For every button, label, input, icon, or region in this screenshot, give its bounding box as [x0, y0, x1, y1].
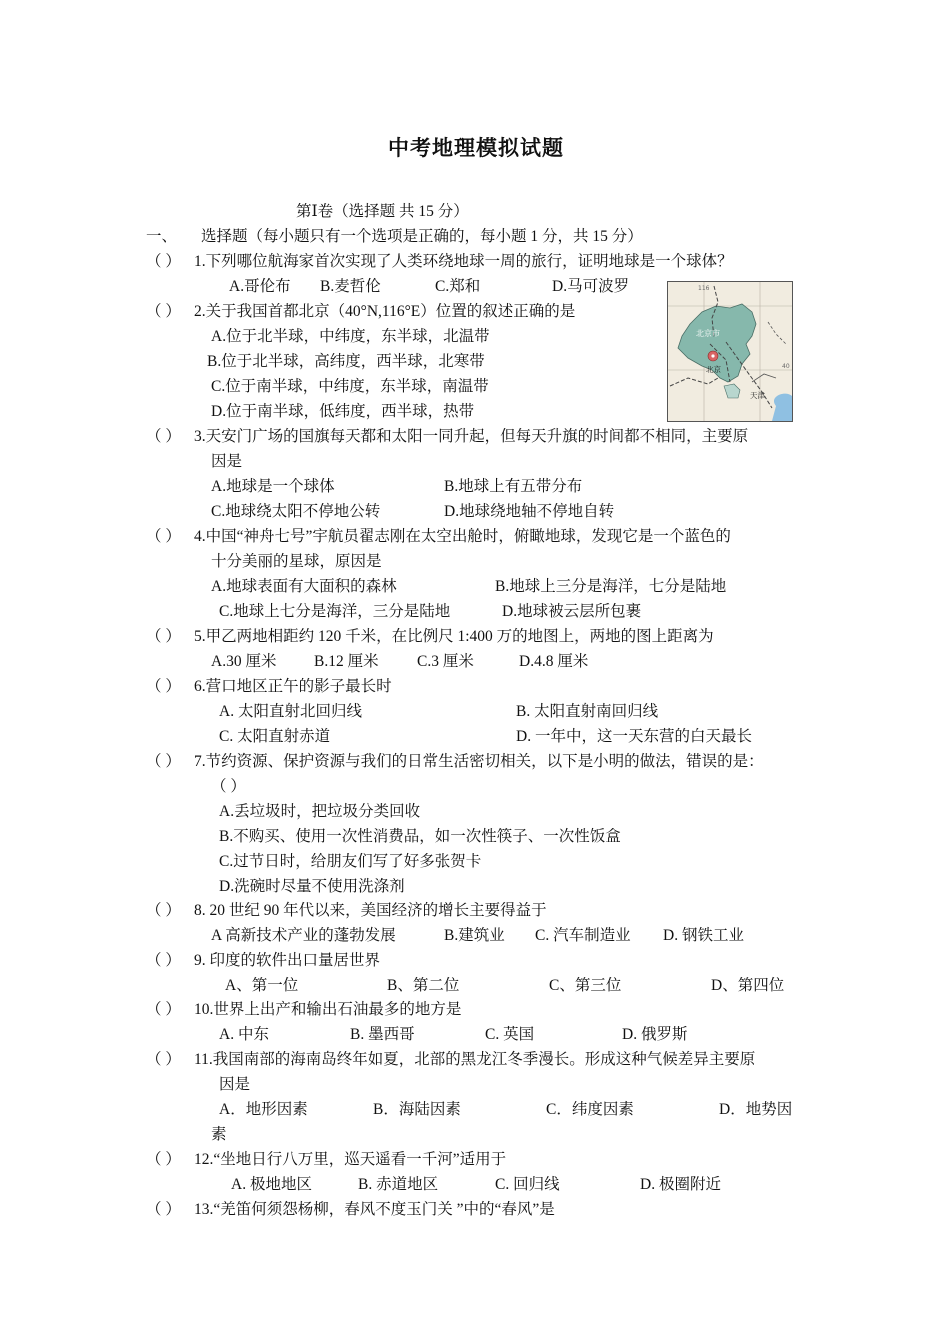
- question-9-option-b: B、第二位: [387, 977, 460, 994]
- question-11-option-a: A．地形因素: [219, 1101, 308, 1118]
- question-8-option-d: D. 钢铁工业: [663, 927, 744, 944]
- question-11-option-d: D．地势因: [719, 1101, 793, 1118]
- question-4-option-d: D.地球被云层所包裹: [502, 603, 642, 620]
- question-3-stem-continued: 因是: [211, 453, 243, 470]
- question-1-option-c: C.郑和: [435, 278, 481, 295]
- question-13-stem: 13.“羌笛何须怨杨柳，春风不度玉门关 ”中的“春风”是: [194, 1201, 555, 1218]
- question-7-option-c: C.过节日时，给朋友们写了好多张贺卡: [219, 853, 482, 870]
- map-tick-40: 40: [782, 363, 790, 370]
- question-12-stem: 12.“坐地日行八万里，巡天遥看一千河”适用于: [194, 1151, 507, 1168]
- answer-bracket: （ ）: [146, 1001, 181, 1018]
- answer-bracket: （ ）: [146, 902, 181, 919]
- part-instructions: 选择题（每小题只有一个选项是正确的，每小题 1 分，共 15 分）: [201, 228, 643, 245]
- question-4-stem-continued: 十分美丽的星球，原因是: [211, 553, 382, 570]
- question-4-stem: 4.中国“神舟七号”宇航员翟志刚在太空出舱时，俯瞰地球，发现它是一个蓝色的: [194, 528, 731, 545]
- page-title: 中考地理模拟试题: [388, 136, 564, 160]
- section-heading: 第Ⅰ卷（选择题 共 15 分）: [296, 203, 469, 220]
- question-1-stem: 1.下列哪位航海家首次实现了人类环绕地球一周的旅行，证明地球是一个球体？: [194, 253, 733, 270]
- question-3-stem: 3.天安门广场的国旗每天都和太阳一同升起，但每天升旗的时间都不相同，主要原: [194, 428, 749, 445]
- question-11-stem-continued: 因是: [219, 1076, 251, 1093]
- map-label-center: 北京: [706, 365, 721, 374]
- question-4-option-a: A.地球表面有大面积的森林: [211, 578, 397, 595]
- answer-bracket: （ ）: [146, 678, 181, 695]
- question-1-option-a: A.哥伦布: [229, 278, 291, 295]
- question-7-stem-continued: （ ）: [211, 778, 246, 795]
- question-8-stem: 8. 20 世纪 90 年代以来，美国经济的增长主要得益于: [194, 902, 547, 919]
- question-11-option-b: B．海陆因素: [373, 1101, 461, 1118]
- question-8-option-c: C. 汽车制造业: [535, 927, 631, 944]
- answer-bracket: （ ）: [146, 753, 181, 770]
- question-8-option-a: A 高新技术产业的蓬勃发展: [211, 927, 396, 944]
- question-3-option-b: B.地球上有五带分布: [444, 478, 583, 495]
- question-12-option-d: D. 极圈附近: [640, 1176, 721, 1193]
- question-1-option-d: D.马可波罗: [552, 278, 630, 295]
- map-label-tianjin: 天津: [750, 391, 765, 400]
- question-7-stem: 7.节约资源、保护资源与我们的日常生活密切相关，以下是小明的做法，错误的是：: [194, 753, 764, 770]
- question-6-option-d: D. 一年中，这一天东营的白天最长: [516, 728, 752, 745]
- question-6-stem: 6.营口地区正午的影子最长时: [194, 678, 392, 695]
- question-5-option-c: C.3 厘米: [417, 653, 474, 670]
- beijing-map-figure: [667, 281, 793, 422]
- question-2-option-b: B.位于北半球，高纬度，西半球，北寒带: [207, 353, 485, 370]
- question-3-option-c: C.地球绕太阳不停地公转: [211, 503, 381, 520]
- answer-bracket: （ ）: [146, 528, 181, 545]
- answer-bracket: （ ）: [146, 1051, 181, 1068]
- question-9-stem: 9. 印度的软件出口量居世界: [194, 952, 381, 969]
- question-10-option-a: A. 中东: [219, 1026, 269, 1043]
- answer-bracket: （ ）: [146, 428, 181, 445]
- question-12-option-c: C. 回归线: [495, 1176, 560, 1193]
- question-7-option-b: B.不购买、使用一次性消费品，如一次性筷子、一次性饭盒: [219, 828, 621, 845]
- question-12-option-a: A. 极地地区: [231, 1176, 312, 1193]
- question-11-stem: 11.我国南部的海南岛终年如夏，北部的黑龙江冬季漫长。形成这种气候差异主要原: [194, 1051, 756, 1068]
- question-3-option-a: A.地球是一个球体: [211, 478, 335, 495]
- answer-bracket: （ ）: [146, 1151, 181, 1168]
- question-6-option-c: C. 太阳直射赤道: [219, 728, 331, 745]
- answer-bracket: （ ）: [146, 253, 181, 270]
- question-12-option-b: B. 赤道地区: [358, 1176, 439, 1193]
- question-10-option-d: D. 俄罗斯: [622, 1026, 688, 1043]
- question-5-option-d: D.4.8 厘米: [519, 653, 589, 670]
- question-7-option-a: A.丢垃圾时，把垃圾分类回收: [219, 803, 421, 820]
- question-1-option-b: B.麦哲伦: [320, 278, 381, 295]
- question-4-option-b: B.地球上三分是海洋，七分是陆地: [495, 578, 727, 595]
- question-10-stem: 10.世界上出产和输出石油最多的地方是: [194, 1001, 462, 1018]
- answer-bracket: （ ）: [146, 628, 181, 645]
- question-5-option-b: B.12 厘米: [314, 653, 379, 670]
- question-9-option-a: A、第一位: [225, 977, 299, 994]
- question-7-option-d: D.洗碗时尽量不使用洗涤剂: [219, 878, 405, 895]
- question-4-option-c: C.地球上七分是海洋，三分是陆地: [219, 603, 451, 620]
- question-2-option-a: A.位于北半球，中纬度，东半球，北温带: [211, 328, 490, 345]
- question-9-option-c: C、第三位: [549, 977, 622, 994]
- question-6-option-a: A. 太阳直射北回归线: [219, 703, 362, 720]
- question-8-option-b: B.建筑业: [444, 927, 505, 944]
- question-2-option-c: C.位于南半球，中纬度，东半球，南温带: [211, 378, 489, 395]
- answer-bracket: （ ）: [146, 303, 181, 320]
- question-9-option-d: D、第四位: [711, 977, 785, 994]
- map-label-city: 北京市: [696, 329, 720, 338]
- question-10-option-c: C. 英国: [485, 1026, 535, 1043]
- question-3-option-d: D.地球绕地轴不停地自转: [444, 503, 615, 520]
- question-5-option-a: A.30 厘米: [211, 653, 277, 670]
- question-2-stem: 2.关于我国首都北京（40°N,116°E）位置的叙述正确的是: [194, 303, 576, 320]
- answer-bracket: （ ）: [146, 1201, 181, 1218]
- question-6-option-b: B. 太阳直射南回归线: [516, 703, 659, 720]
- question-10-option-b: B. 墨西哥: [350, 1026, 415, 1043]
- question-11-option-d-continued: 素: [211, 1126, 227, 1143]
- map-tick-116: 116: [698, 285, 710, 292]
- question-5-stem: 5.甲乙两地相距约 120 千米，在比例尺 1:400 万的地图上，两地的图上距离为: [194, 628, 714, 645]
- answer-bracket: （ ）: [146, 952, 181, 969]
- part-number: 一、: [146, 228, 178, 245]
- question-11-option-c: C．纬度因素: [546, 1101, 634, 1118]
- question-2-option-d: D.位于南半球，低纬度，西半球，热带: [211, 403, 475, 420]
